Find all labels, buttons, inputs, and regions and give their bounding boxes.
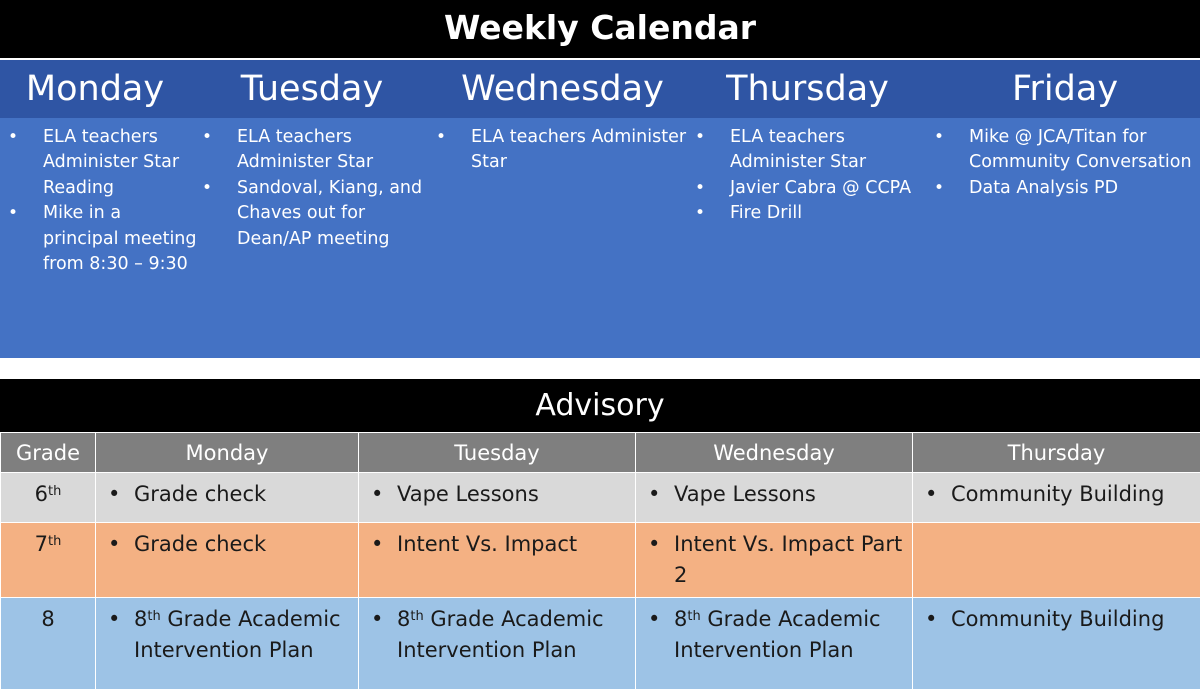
table-cell [96,523,359,598]
grade-cell [1,473,96,523]
grade-cell [1,523,96,598]
grade-cell [1,598,96,689]
advisory-title: Advisory [0,379,1200,432]
grade-suffix: th [48,534,62,549]
day-name-friday: Friday [1011,69,1119,109]
event-item: • Mike @ JCA/Titan for Community Conversation [934,125,1200,176]
cell-prefix: 8 [674,607,688,631]
cell-prefix-suffix: th [410,609,424,624]
day-name-thursday: Thursday [726,69,889,109]
table-row [1,523,1200,598]
event-item: • ELA teachers Administer Star [695,125,935,176]
monday-events [8,125,198,277]
table-cell [96,598,359,689]
day-name-tuesday: Tuesday [240,69,384,109]
table-cell [636,523,913,598]
header-wednesday: Wednesday [636,433,913,473]
event-item: • ELA teachers Administer Star [436,125,696,176]
day-name-monday: Monday [25,69,165,109]
cell-prefix: 8 [134,607,148,631]
table-cell [913,598,1200,689]
grade-number: 7 [34,532,49,556]
table-cell-empty [913,523,1200,598]
cell-item [359,604,635,666]
header-thursday: Thursday [913,433,1200,473]
grade-number: 6 [34,482,49,506]
cell-prefix: 8 [397,607,411,631]
table-cell [636,473,913,523]
weekly-calendar-title: Weekly Calendar [0,0,1200,58]
event-item: • Data Analysis PD [934,176,1200,201]
cell-item: • Vape Lessons [359,479,635,510]
table-row [1,598,1200,689]
header-tuesday: Tuesday [359,433,636,473]
day-header-bar [0,60,1200,118]
table-cell [359,598,636,689]
table-row [1,473,1200,523]
cell-item: • Community Building [913,479,1200,510]
cell-item: • Grade check [96,479,358,510]
table-cell [359,523,636,598]
header-grade: Grade [1,433,96,473]
tuesday-events [202,125,432,252]
cell-item: • Intent Vs. Impact [359,529,635,560]
table-cell [96,473,359,523]
cell-item: • Community Building [913,604,1200,635]
cell-text: Grade Academic Intervention Plan [674,607,881,662]
table-cell [359,473,636,523]
event-item: • ELA teachers Administer Star Reading [8,125,198,201]
event-item: • Sandoval, Kiang, and Chaves out for Dean/AP meeting [202,176,432,252]
grade-number: 8 [41,607,55,631]
cell-item [636,604,912,666]
cell-prefix-suffix: th [687,609,701,624]
cell-text: Grade Academic Intervention Plan [134,607,341,662]
event-item: • Fire Drill [695,201,935,226]
cell-text: Grade Academic Intervention Plan [397,607,604,662]
cell-item: • Vape Lessons [636,479,912,510]
cell-item [96,604,358,666]
friday-events [934,125,1200,201]
table-header-row [1,433,1200,473]
thursday-events [695,125,935,227]
cell-prefix-suffix: th [147,609,161,624]
table-cell [636,598,913,689]
advisory-table [0,432,1200,689]
cell-item: • Intent Vs. Impact Part 2 [636,529,912,591]
grade-suffix: th [48,484,62,499]
header-monday: Monday [96,433,359,473]
table-cell [913,473,1200,523]
day-name-wednesday: Wednesday [461,69,664,109]
wednesday-events [436,125,696,176]
event-item: • Javier Cabra @ CCPA [695,176,935,201]
event-item: • ELA teachers Administer Star [202,125,432,176]
cell-item: • Grade check [96,529,358,560]
event-item: • Mike in a principal meeting from 8:30 – 9:30 [8,201,198,277]
